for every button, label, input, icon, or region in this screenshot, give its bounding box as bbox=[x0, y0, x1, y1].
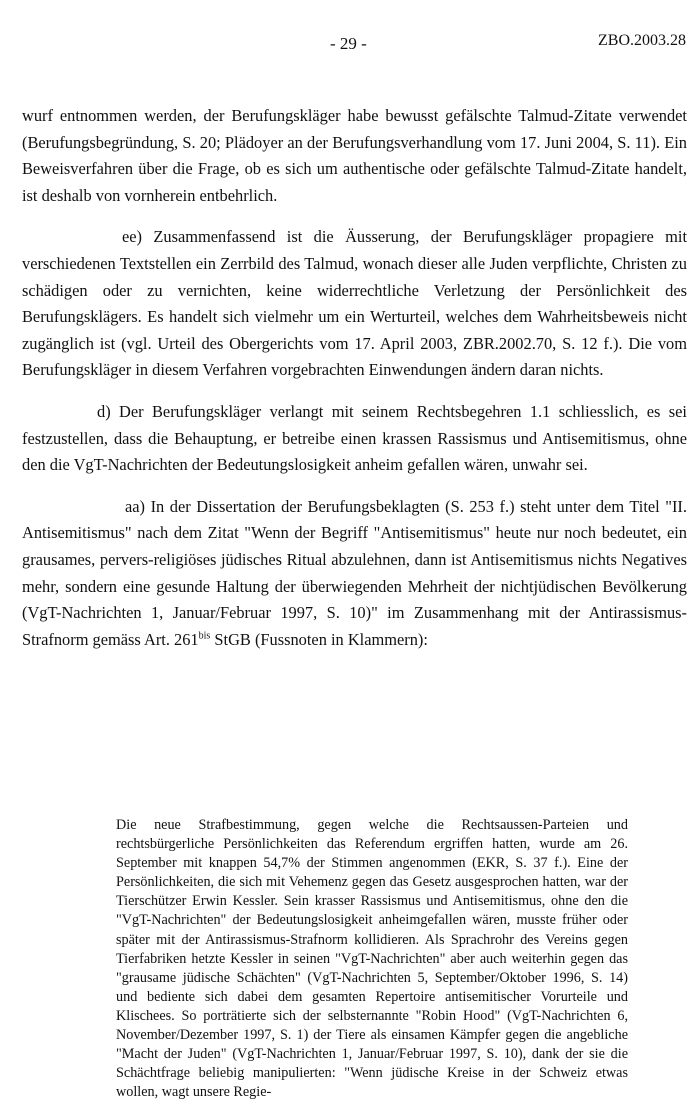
paragraph-ee: ee) Zusammenfassend ist die Äusserung, der Berufungskläger propagiere mit verschiedenen Textstellen ein Zerrbild des Talmud, wonach dieser alle Juden verpflichte, Christen zu schädigen oder zu vernichten, keine widerrechtliche Verletzung der Persönlichkeit des Berufungsklägers. Es handelt sich vielmehr um ein Werturteil, welches dem Wahrheitsbeweis nicht zugänglich ist (vgl. Urteil des Obergerichts vom 17. April 2003, ZBR.2002.70, S. 12 f.). Die vom Berufungskläger in diesem Verfahren vorgebrachten Einwendungen ändern daran nichts. bbox=[22, 227, 687, 380]
paragraph-aa-end: StGB (Fussnoten in Klammern): bbox=[210, 629, 428, 649]
paragraph-continuation: wurf entnommen werden, der Berufungskläger habe bewusst gefälschte Talmud-Zitate verwendet (Berufungsbegründung, S. 20; Plädoyer an der Berufungsverhandlung vom 17. Juni 2004, S. 11). Ein Beweisverfahren über die Frage, ob es sich um authentische oder gefälschte Talmud-Zitate handelt, ist deshalb von vornherein entbehrlich. bbox=[22, 106, 687, 205]
case-reference: ZBO.2003.28 bbox=[598, 32, 686, 49]
paragraph-aa bbox=[22, 494, 687, 654]
page-number: - 29 - bbox=[330, 34, 367, 53]
paragraph-aa-text: aa) In der Dissertation der Berufungsbeklagten (S. 253 f.) steht unter dem Titel "II. Antisemitismus" nach dem Zitat "Wenn der Begriff "Antisemitismus" heute nur noch bedeutet, ein grausames, pervers-religiöses jüdisches Ritual abzulehnen, dann ist Antisemitismus nichts Negatives mehr, sondern eine gesunde Haltung der überwiegenden Mehrheit der nichtjüdischen Bevölkerung (VgT-Nachrichten 1, Januar/Februar 1997, S. 10)" im Zusammenhang mit der Antirassismus-Strafnorm gemäss Art. 261 bbox=[22, 496, 687, 649]
bis-superscript: bis bbox=[198, 630, 211, 642]
block-quote: Die neue Strafbestimmung, gegen welche die Rechtsaussen-Parteien und rechtsbürgerliche Persönlichkeiten das Referendum ergriffen hatten, wurde am 26. September mit knappen 54,7% der Stimmen angenommen (EKR, S. 37 f.). Eine der Persönlichkeiten, die sich mit Vehemenz gegen das Gesetz ausgesprochen hatten, war der Tierschützer Erwin Kessler. Sein krasser Rassismus und Antisemitismus, ohne den die "VgT-Nachrichten" der Bedeutungslosigkeit anheimgefallen wären, musste früher oder später mit der Antirassismus-Strafnorm kollidieren. Als Sprachrohr des Vereins gegen Tierfabriken hetzte Kessler in seinen "VgT-Nachrichten" aber auch weiterhin gegen das "grausame jüdische Schächten" (VgT-Nachrichten 5, September/Oktober 1996, S. 14) und bediente sich dabei dem gesamten Repertoire antisemitischer Vorurteile und Klischees. So porträtierte sich der selbsternannte "Robin Hood" (VgT-Nachrichten 6, November/Dezember 1997, S. 1) der Tiere als einsamen Kämpfer gegen die angebliche "Macht der Juden" (VgT-Nachrichten 1, Januar/Februar 1997, S. 10), dank der sie die Schächtfrage beliebig manipulierten: "Wenn jüdische Kreise in der Schweiz etwas wollen, wagt unsere Regie- bbox=[116, 817, 628, 1101]
body-text bbox=[22, 103, 687, 653]
paragraph-d: d) Der Berufungskläger verlangt mit seinem Rechtsbegehren 1.1 schliesslich, es sei festzustellen, dass die Behauptung, er betreibe einen krassen Rassismus und Antisemitismus, ohne den die VgT-Nachrichten der Bedeutungslosigkeit anheim gefallen wären, unwahr sei. bbox=[22, 401, 687, 475]
